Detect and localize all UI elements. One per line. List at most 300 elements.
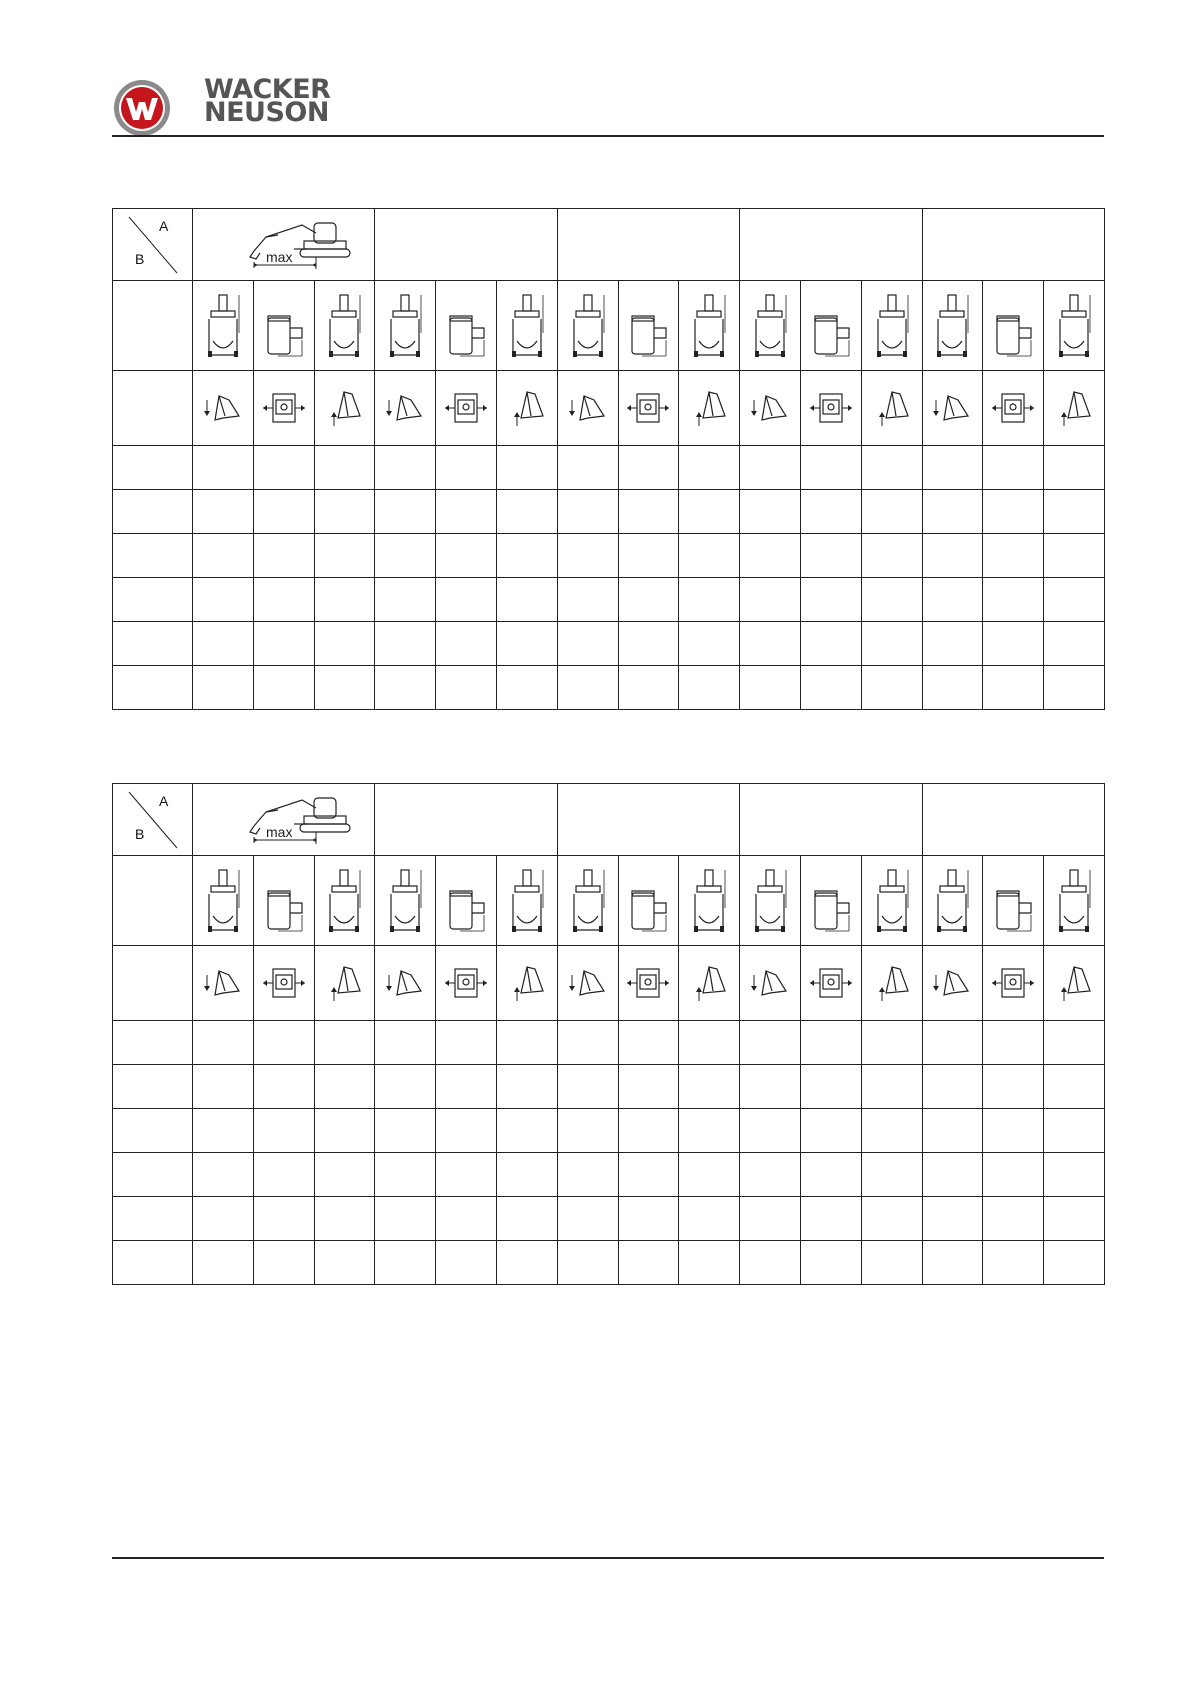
position-cell — [618, 856, 679, 946]
position-cell — [800, 856, 861, 946]
corner-label-a: A — [159, 793, 169, 809]
data-cell — [113, 578, 193, 622]
reach-max-cell — [193, 209, 375, 281]
data-cell — [113, 534, 193, 578]
bucket-up-icon — [507, 388, 547, 428]
data-cell — [983, 666, 1044, 710]
data-cell — [922, 534, 983, 578]
reach-group-cell — [922, 784, 1104, 856]
direction-cell — [1044, 946, 1105, 1021]
data-cell — [113, 1021, 193, 1065]
position-cell — [375, 281, 436, 371]
data-cell — [861, 666, 922, 710]
table-row — [113, 1109, 1105, 1153]
reach-group-cell — [922, 209, 1104, 281]
bucket-up-icon — [507, 963, 547, 1003]
data-cell — [436, 1197, 497, 1241]
data-cell — [922, 1153, 983, 1197]
direction-cell — [983, 371, 1044, 446]
data-cell — [436, 1241, 497, 1285]
data-cell — [618, 666, 679, 710]
data-cell — [314, 534, 375, 578]
data-cell — [314, 578, 375, 622]
table-row — [113, 1153, 1105, 1197]
row-label-cell — [113, 856, 193, 946]
front-view-over-rear-icon — [326, 868, 362, 934]
turn-both-sides-icon — [990, 965, 1036, 1001]
data-cell — [800, 534, 861, 578]
position-cell — [557, 281, 618, 371]
row-label-cell — [113, 281, 193, 371]
turn-both-sides-icon — [625, 390, 671, 426]
direction-cell — [375, 946, 436, 1021]
data-cell — [800, 578, 861, 622]
data-cell — [113, 1065, 193, 1109]
direction-cell — [679, 946, 740, 1021]
data-cell — [861, 490, 922, 534]
position-cell — [496, 281, 557, 371]
front-view-over-blade-icon — [205, 293, 241, 359]
front-view-over-blade-icon — [387, 293, 423, 359]
position-cell — [861, 281, 922, 371]
data-cell — [983, 622, 1044, 666]
front-view-over-blade-icon — [387, 868, 423, 934]
data-cell — [922, 490, 983, 534]
reach-group-cell — [557, 784, 739, 856]
data-cell — [679, 1241, 740, 1285]
front-view-over-blade-icon — [934, 293, 970, 359]
brand-line-2: NEUSON — [204, 97, 329, 128]
bucket-up-icon — [689, 963, 729, 1003]
data-cell — [861, 1065, 922, 1109]
data-cell — [375, 666, 436, 710]
data-cell — [861, 622, 922, 666]
data-cell — [253, 622, 314, 666]
data-cell — [314, 1065, 375, 1109]
direction-cell — [740, 946, 801, 1021]
brand-line-1: WACKER — [204, 74, 331, 105]
data-cell — [618, 578, 679, 622]
data-cell — [983, 490, 1044, 534]
data-cell — [436, 534, 497, 578]
data-cell — [193, 578, 254, 622]
data-cell — [618, 1153, 679, 1197]
data-cell — [193, 622, 254, 666]
data-cell — [253, 666, 314, 710]
table-row — [113, 1021, 1105, 1065]
table-row — [113, 534, 1105, 578]
direction-cell — [253, 371, 314, 446]
direction-cell — [861, 946, 922, 1021]
bucket-down-icon — [932, 965, 972, 1001]
position-cell — [679, 856, 740, 946]
lift-capacity-table-2 — [112, 783, 1105, 1285]
position-cell — [800, 281, 861, 371]
data-cell — [557, 622, 618, 666]
data-cell — [314, 1241, 375, 1285]
data-cell — [679, 1021, 740, 1065]
front-view-over-rear-icon — [874, 868, 910, 934]
data-cell — [740, 1021, 801, 1065]
data-cell — [496, 622, 557, 666]
data-cell — [983, 1109, 1044, 1153]
position-cell — [436, 281, 497, 371]
data-cell — [1044, 622, 1105, 666]
data-cell — [113, 1153, 193, 1197]
data-cell — [557, 1109, 618, 1153]
data-cell — [496, 446, 557, 490]
data-cell — [679, 666, 740, 710]
direction-cell — [800, 371, 861, 446]
data-cell — [618, 534, 679, 578]
bucket-down-icon — [203, 390, 243, 426]
data-cell — [1044, 1109, 1105, 1153]
bucket-up-icon — [689, 388, 729, 428]
data-cell — [436, 666, 497, 710]
data-cell — [113, 666, 193, 710]
data-cell — [314, 490, 375, 534]
reach-group-cell — [375, 209, 557, 281]
position-cell — [436, 856, 497, 946]
data-cell — [557, 1241, 618, 1285]
data-cell — [314, 1153, 375, 1197]
data-cell — [740, 534, 801, 578]
data-cell — [800, 1197, 861, 1241]
data-cell — [375, 534, 436, 578]
front-view-over-rear-icon — [691, 868, 727, 934]
data-cell — [436, 490, 497, 534]
footer-rule — [112, 1557, 1104, 1559]
side-view-over-side-icon — [809, 869, 853, 933]
front-view-over-blade-icon — [570, 868, 606, 934]
data-cell — [253, 1241, 314, 1285]
data-cell — [679, 1065, 740, 1109]
bucket-up-icon — [1054, 388, 1094, 428]
data-cell — [496, 1109, 557, 1153]
bucket-down-icon — [568, 390, 608, 426]
data-cell — [1044, 534, 1105, 578]
data-cell — [253, 490, 314, 534]
table-row — [113, 622, 1105, 666]
max-label: max — [265, 823, 293, 840]
data-cell — [496, 1241, 557, 1285]
position-cell — [375, 856, 436, 946]
data-cell — [618, 622, 679, 666]
data-cell — [740, 622, 801, 666]
data-cell — [983, 1021, 1044, 1065]
table-row — [113, 490, 1105, 534]
data-cell — [375, 1153, 436, 1197]
position-cell — [253, 281, 314, 371]
data-cell — [800, 490, 861, 534]
data-cell — [1044, 666, 1105, 710]
data-cell — [740, 490, 801, 534]
data-cell — [679, 622, 740, 666]
front-view-over-blade-icon — [752, 868, 788, 934]
position-cell — [861, 856, 922, 946]
data-cell — [436, 622, 497, 666]
position-cell — [253, 856, 314, 946]
data-cell — [436, 1021, 497, 1065]
data-cell — [496, 1021, 557, 1065]
data-cell — [193, 1241, 254, 1285]
data-cell — [557, 1065, 618, 1109]
data-cell — [861, 1109, 922, 1153]
position-cell — [193, 856, 254, 946]
table-row — [113, 1241, 1105, 1285]
front-view-over-rear-icon — [691, 293, 727, 359]
data-cell — [253, 1065, 314, 1109]
direction-cell — [193, 371, 254, 446]
corner-cell — [113, 784, 193, 856]
position-cell — [922, 281, 983, 371]
data-cell — [861, 446, 922, 490]
side-view-over-side-icon — [626, 294, 670, 358]
excavator-reach-max-icon — [204, 788, 364, 852]
direction-cell — [557, 946, 618, 1021]
data-cell — [557, 1153, 618, 1197]
direction-cell — [557, 371, 618, 446]
data-cell — [618, 446, 679, 490]
data-cell — [253, 1109, 314, 1153]
data-cell — [253, 1197, 314, 1241]
data-cell — [740, 666, 801, 710]
data-cell — [436, 1153, 497, 1197]
data-cell — [496, 666, 557, 710]
direction-cell — [922, 371, 983, 446]
reach-group-cell — [557, 209, 739, 281]
data-cell — [496, 1153, 557, 1197]
max-label: max — [265, 248, 293, 265]
turn-both-sides-icon — [261, 390, 307, 426]
data-cell — [983, 1153, 1044, 1197]
front-view-over-blade-icon — [752, 293, 788, 359]
direction-cell — [800, 946, 861, 1021]
data-cell — [740, 446, 801, 490]
data-cell — [253, 534, 314, 578]
side-view-over-side-icon — [809, 294, 853, 358]
side-view-over-side-icon — [262, 869, 306, 933]
direction-cell — [618, 371, 679, 446]
data-cell — [983, 534, 1044, 578]
data-cell — [253, 1021, 314, 1065]
data-cell — [253, 1153, 314, 1197]
corner-label-b: B — [135, 826, 145, 842]
front-view-over-rear-icon — [326, 293, 362, 359]
direction-cell — [861, 371, 922, 446]
front-view-over-rear-icon — [509, 868, 545, 934]
data-cell — [314, 1021, 375, 1065]
reach-group-cell — [740, 209, 922, 281]
data-cell — [679, 1153, 740, 1197]
side-view-over-side-icon — [262, 294, 306, 358]
data-cell — [193, 1065, 254, 1109]
turn-both-sides-icon — [808, 390, 854, 426]
data-cell — [557, 1197, 618, 1241]
direction-cell — [253, 946, 314, 1021]
data-cell — [922, 1109, 983, 1153]
data-cell — [375, 1021, 436, 1065]
data-cell — [193, 1197, 254, 1241]
direction-cell — [618, 946, 679, 1021]
reach-group-cell — [740, 784, 922, 856]
row-label-cell — [113, 371, 193, 446]
data-cell — [314, 666, 375, 710]
data-cell — [618, 1197, 679, 1241]
data-cell — [496, 1197, 557, 1241]
data-cell — [740, 1241, 801, 1285]
position-cell — [922, 856, 983, 946]
data-cell — [740, 1109, 801, 1153]
data-cell — [436, 446, 497, 490]
front-view-over-blade-icon — [570, 293, 606, 359]
data-cell — [679, 490, 740, 534]
position-cell — [618, 281, 679, 371]
front-view-over-rear-icon — [509, 293, 545, 359]
data-cell — [922, 446, 983, 490]
bucket-down-icon — [203, 965, 243, 1001]
data-cell — [193, 490, 254, 534]
position-cell — [740, 856, 801, 946]
data-cell — [922, 1021, 983, 1065]
data-cell — [861, 578, 922, 622]
table-header-row — [113, 784, 1105, 856]
data-cell — [436, 1109, 497, 1153]
bucket-up-icon — [872, 963, 912, 1003]
table-row — [113, 446, 1105, 490]
data-cell — [113, 1197, 193, 1241]
direction-cell — [436, 371, 497, 446]
position-row — [113, 856, 1105, 946]
data-cell — [557, 534, 618, 578]
data-cell — [861, 1241, 922, 1285]
data-cell — [496, 534, 557, 578]
data-cell — [1044, 490, 1105, 534]
data-cell — [922, 578, 983, 622]
data-cell — [193, 446, 254, 490]
turn-both-sides-icon — [443, 390, 489, 426]
data-cell — [375, 1109, 436, 1153]
data-cell — [1044, 1197, 1105, 1241]
data-cell — [800, 1241, 861, 1285]
data-cell — [922, 622, 983, 666]
data-cell — [193, 1021, 254, 1065]
data-cell — [679, 446, 740, 490]
data-cell — [193, 1153, 254, 1197]
bucket-down-icon — [568, 965, 608, 1001]
front-view-over-rear-icon — [1056, 293, 1092, 359]
corner-label-a: A — [159, 218, 169, 234]
position-cell — [1044, 856, 1105, 946]
data-cell — [922, 666, 983, 710]
bucket-up-icon — [1054, 963, 1094, 1003]
turn-both-sides-icon — [443, 965, 489, 1001]
data-cell — [557, 666, 618, 710]
direction-row — [113, 946, 1105, 1021]
data-cell — [436, 1065, 497, 1109]
data-cell — [113, 1241, 193, 1285]
data-cell — [861, 1197, 922, 1241]
data-cell — [800, 1109, 861, 1153]
data-cell — [800, 666, 861, 710]
direction-cell — [496, 946, 557, 1021]
data-cell — [618, 1109, 679, 1153]
data-cell — [496, 578, 557, 622]
position-cell — [983, 281, 1044, 371]
data-cell — [1044, 1153, 1105, 1197]
side-view-over-side-icon — [626, 869, 670, 933]
data-cell — [861, 534, 922, 578]
position-cell — [679, 281, 740, 371]
data-cell — [1044, 578, 1105, 622]
data-cell — [983, 578, 1044, 622]
position-cell — [1044, 281, 1105, 371]
front-view-over-rear-icon — [1056, 868, 1092, 934]
position-cell — [983, 856, 1044, 946]
data-cell — [193, 666, 254, 710]
data-cell — [1044, 1021, 1105, 1065]
data-cell — [740, 1065, 801, 1109]
data-cell — [113, 1109, 193, 1153]
direction-cell — [436, 946, 497, 1021]
lift-capacity-table-1 — [112, 208, 1105, 710]
data-cell — [557, 1021, 618, 1065]
data-cell — [193, 1109, 254, 1153]
data-cell — [983, 1197, 1044, 1241]
data-cell — [740, 1153, 801, 1197]
side-view-over-side-icon — [444, 294, 488, 358]
front-view-over-blade-icon — [205, 868, 241, 934]
data-cell — [861, 1021, 922, 1065]
reach-group-cell — [375, 784, 557, 856]
data-cell — [1044, 446, 1105, 490]
direction-row — [113, 371, 1105, 446]
data-cell — [436, 578, 497, 622]
data-cell — [557, 578, 618, 622]
turn-both-sides-icon — [625, 965, 671, 1001]
data-cell — [314, 1109, 375, 1153]
data-cell — [193, 534, 254, 578]
data-cell — [496, 490, 557, 534]
data-cell — [618, 1241, 679, 1285]
direction-cell — [679, 371, 740, 446]
data-cell — [679, 1109, 740, 1153]
data-cell — [375, 578, 436, 622]
data-cell — [557, 446, 618, 490]
position-row — [113, 281, 1105, 371]
direction-cell — [193, 946, 254, 1021]
side-view-over-side-icon — [991, 869, 1035, 933]
bucket-down-icon — [750, 390, 790, 426]
data-cell — [557, 490, 618, 534]
front-view-over-rear-icon — [874, 293, 910, 359]
data-cell — [861, 1153, 922, 1197]
data-cell — [113, 446, 193, 490]
data-cell — [618, 490, 679, 534]
position-cell — [314, 856, 375, 946]
data-cell — [1044, 1241, 1105, 1285]
direction-cell — [314, 946, 375, 1021]
bucket-down-icon — [385, 390, 425, 426]
data-cell — [800, 1153, 861, 1197]
wacker-neuson-logo — [112, 78, 172, 138]
data-cell — [800, 1065, 861, 1109]
table-row — [113, 578, 1105, 622]
position-cell — [740, 281, 801, 371]
data-cell — [375, 1065, 436, 1109]
data-cell — [618, 1021, 679, 1065]
table-row — [113, 1065, 1105, 1109]
